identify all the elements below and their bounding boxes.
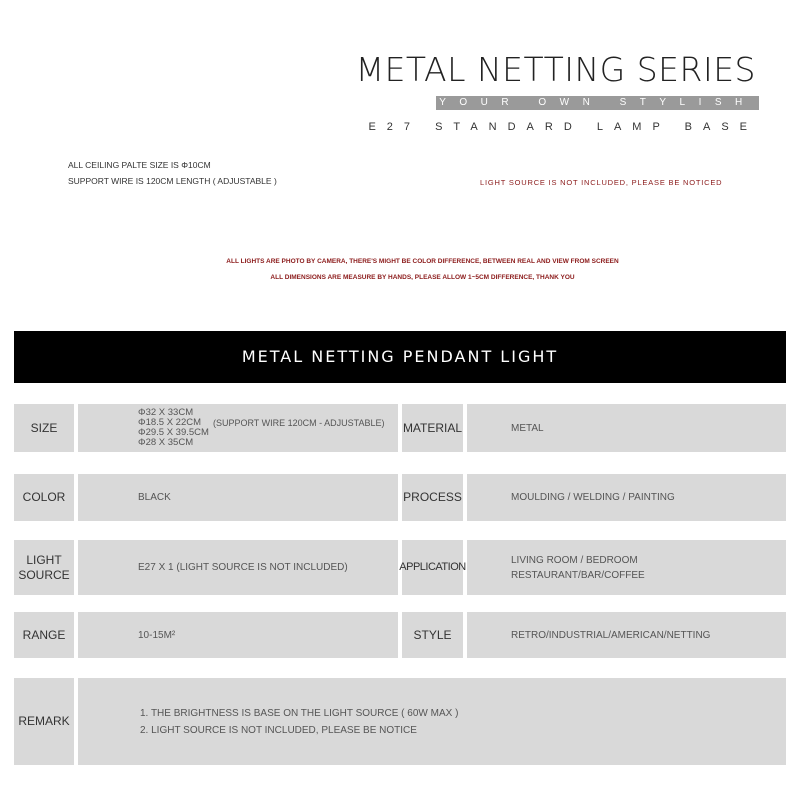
remark-line: 1. THE BRIGHTNESS IS BASE ON THE LIGHT SOURCE ( 60W MAX ) [140, 707, 459, 719]
color-value-cell [78, 474, 398, 521]
size-option: Φ32 X 33CM [138, 407, 194, 418]
lamp-base-text: E27 STANDARD LAMP BASE [368, 121, 758, 133]
color-value: BLACK [138, 492, 171, 503]
support-wire-spec: (SUPPORT WIRE 120CM - ADJUSTABLE) [212, 418, 385, 428]
style-label: STYLE [402, 612, 463, 658]
remark-value-cell [78, 678, 786, 765]
size-option: Φ18.5 X 22CM [138, 417, 202, 428]
remark-line: 2. LIGHT SOURCE IS NOT INCLUDED, PLEASE BE NOTICE [140, 724, 417, 736]
light-source-label [14, 540, 74, 595]
remark-list [78, 705, 458, 739]
size-list [78, 408, 209, 448]
light-source-value: E27 X 1 (LIGHT SOURCE IS NOT INCLUDED) [138, 562, 348, 573]
application-line: LIVING ROOM / BEDROOM [511, 554, 638, 566]
range-value: 10-15M² [138, 629, 176, 641]
application-line: RESTAURANT/BAR/COFFEE [511, 569, 645, 581]
light-source-warning: LIGHT SOURCE IS NOT INCLUDED, PLEASE BE NOTICED [480, 178, 723, 187]
material-value-cell [467, 404, 786, 452]
range-label: RANGE [14, 612, 74, 658]
size-option: Φ29.5 X 39.5CM [138, 427, 209, 438]
size-option: Φ28 X 35CM [138, 437, 194, 448]
light-source-label-line1: LIGHT [26, 552, 62, 567]
remark-label: REMARK [14, 678, 74, 765]
application-label: APPLICATION [402, 540, 463, 595]
photo-disclaimer: ALL LIGHTS ARE PHOTO BY CAMERA, THERE'S MIGHT BE COLOR DIFFERENCE, BETWEEN REAL AND VIEW FROM SCREEN [226, 258, 619, 265]
process-value: MOULDING / WELDING / PAINTING [511, 492, 675, 503]
stylish-tagline: YOUR OWN STYLISH [436, 96, 759, 110]
material-label: MATERIAL [402, 404, 463, 452]
application-list [467, 553, 645, 583]
color-label: COLOR [14, 474, 74, 521]
application-value-cell [467, 540, 786, 595]
support-wire-note: SUPPORT WIRE IS 120CM LENGTH ( ADJUSTABLE ) [68, 176, 277, 186]
size-value-cell [78, 404, 398, 452]
style-value-cell [467, 612, 786, 658]
dimension-disclaimer: ALL DIMENSIONS ARE MEASURE BY HANDS, PLEASE ALLOW 1~5CM DIFFERENCE, THANK YOU [270, 274, 575, 281]
process-value-cell [467, 474, 786, 521]
series-title: METAL NETTING SERIES [355, 50, 756, 89]
light-source-label-line2: SOURCE [18, 567, 70, 582]
style-value: RETRO/INDUSTRIAL/AMERICAN/NETTING [511, 629, 711, 641]
range-value-cell [78, 612, 398, 658]
process-label: PROCESS [402, 474, 463, 521]
size-label: SIZE [14, 404, 74, 452]
light-source-value-cell [78, 540, 398, 595]
ceiling-plate-note: ALL CEILING PALTE SIZE IS Φ10CM [68, 160, 211, 170]
material-value: METAL [511, 422, 544, 434]
product-banner: METAL NETTING PENDANT LIGHT [14, 331, 786, 383]
